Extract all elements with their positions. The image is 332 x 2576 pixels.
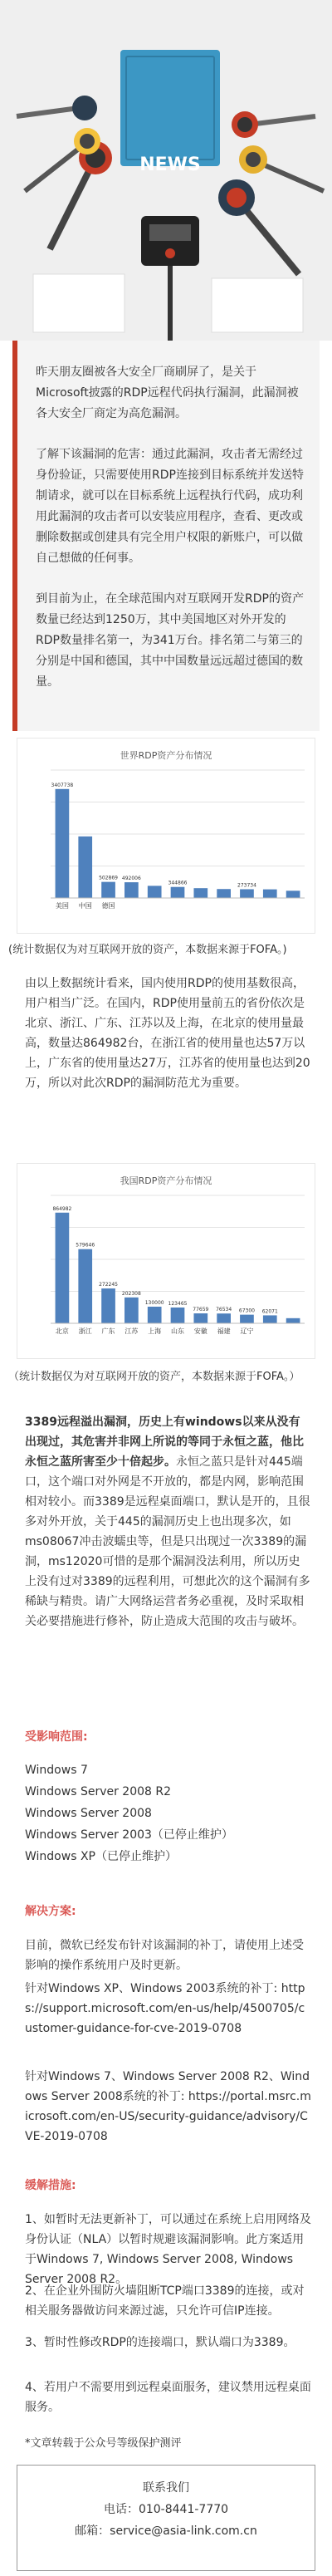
- category-label: 山东: [171, 1327, 184, 1335]
- data-label: 67300: [238, 1308, 256, 1314]
- solution-heading: 解决方案:: [25, 1905, 76, 1918]
- mitigation-step-4: 4、若用户不需要用到远程桌面服务，建议禁用远程桌面服务。: [25, 2381, 311, 2414]
- bar: [240, 889, 254, 898]
- list-item: Windows Server 2008 R2: [25, 1785, 172, 1798]
- data-label: 492006: [121, 876, 141, 882]
- category-label: 美国: [55, 902, 69, 910]
- china-rdp-chart-svg: [17, 1164, 315, 1358]
- china-rdp-chart: [17, 1163, 315, 1359]
- intro-paragraph-1: 昨天朋友圈被各大安全厂商刷屏了，是关于Microsoft披露的RDP远程代码执行漏洞，此漏洞被各大安全厂商定为高危漏洞。: [36, 366, 299, 420]
- data-label: 502869: [99, 875, 118, 881]
- contact-email[interactable]: 邮箱：service@asia-link.com.cn: [75, 2524, 257, 2538]
- data-source-note-2: （统计数据仅为对互联网开放的资产，本数据来源于FOFA。）: [8, 1371, 300, 1383]
- contact-phone[interactable]: 电话：010-8441-7770: [103, 2503, 229, 2516]
- list-item: Windows XP（已停止维护）: [25, 1850, 177, 1863]
- bar: [217, 1313, 231, 1323]
- category-label: 广东: [101, 1327, 115, 1335]
- world-rdp-chart-svg: [17, 738, 315, 933]
- category-label: 安徽: [193, 1327, 208, 1335]
- bar: [101, 882, 115, 898]
- data-label: 579646: [76, 1242, 95, 1249]
- news-illustration: [0, 0, 332, 341]
- mitigation-heading: 缓解措施:: [25, 2179, 76, 2192]
- list-item: Windows 7: [25, 1764, 88, 1777]
- bar: [286, 1318, 300, 1323]
- data-label: 62071: [261, 1308, 278, 1315]
- mitigation-step-2: 2、在企业外围防火墙阻断TCP端口3389的连接，或对相关服务器做访问来源过滤，只允许可信IP连接。: [25, 2284, 305, 2318]
- vulnerability-details: 永恒之蓝只是针对445端口，这个端口对外网是不开放的，都是内网，影响范围相对较小。而3389是远程桌面端口，默认是开的，且很多对外开放，关于445的漏洞历史上也出现多次，如ms08067冲击波蠕虫等，但是只出现过一次3389的漏洞，ms12020可惜的是那个漏洞没法利用，所以历史上没有过对3389的远程利用，可想此次的这个漏洞有多稀缺与精贵。请广大网络运营者务必重视，及时采取相关必要措施进行修补，防止造成大范围的攻击与破坏。: [25, 1455, 310, 1628]
- data-label: 76534: [216, 1307, 232, 1313]
- list-item: Windows Server 2003（已停止维护）: [25, 1828, 233, 1842]
- data-source-note-1: (统计数据仅为对互联网开放的资产，本数据来源于FOFA。): [8, 944, 287, 956]
- bar: [148, 886, 162, 898]
- category-label: 北京: [55, 1327, 69, 1335]
- bar: [217, 889, 231, 898]
- contact-box: [17, 2465, 315, 2571]
- chart-title: 世界RDP资产分布情况: [120, 750, 212, 761]
- category-label: 浙江: [78, 1327, 92, 1335]
- bar: [124, 882, 139, 898]
- bar: [101, 1288, 115, 1323]
- solution-paragraph-2[interactable]: 针对Windows XP、Windows 2003系统的补丁: https://support.microsoft.com/en-us/help/4500705/customer-guidance-for-cve-2019-0708: [25, 1982, 305, 2035]
- intro-paragraph-2: 了解下该漏洞的危害：通过此漏洞，攻击者无需经过身份验证，只需要使用RDP连接到目标系统并发送特制请求，就可以在目标系统上远程执行代码，成功利用此漏洞的攻击者可以安装应用程序，查看、更改或删除数据或创建具有完全用户权限的新账户，可以做自己想做的任何事。: [36, 448, 304, 565]
- data-label: 202308: [121, 1290, 141, 1297]
- bar: [193, 888, 208, 898]
- bar: [124, 1298, 139, 1323]
- news-sign-text: NEWS: [139, 155, 201, 175]
- bar: [240, 1315, 254, 1323]
- source-footnote: *文章转载于公众号等级保护测评: [25, 2437, 182, 2450]
- category-label: 江苏: [124, 1327, 139, 1335]
- data-label: 3407738: [51, 782, 74, 788]
- list-item: Windows Server 2008: [25, 1807, 152, 1820]
- bar: [171, 887, 185, 898]
- news-sign-icon: [120, 50, 220, 175]
- data-label: 344866: [168, 880, 188, 886]
- vulnerability-analysis-paragraph: [25, 1412, 311, 1631]
- chart-title: 我国RDP资产分布情况: [120, 1175, 212, 1186]
- world-rdp-chart: [17, 738, 315, 934]
- category-label: 德国: [101, 902, 115, 910]
- data-label: 130000: [144, 1299, 164, 1306]
- category-label: 中国: [78, 902, 92, 910]
- bar: [148, 1307, 162, 1323]
- intro-box: [12, 341, 320, 731]
- solution-paragraph-1: 目前，微软已经发布针对该漏洞的补丁，请使用上述受影响的操作系统用户及时更新。: [25, 1939, 304, 1972]
- data-label: 77659: [193, 1307, 209, 1313]
- affected-heading: 受影响范围:: [25, 1730, 88, 1744]
- bar: [56, 1213, 70, 1323]
- category-label: 福建: [217, 1327, 231, 1335]
- intro-paragraph-3: 到目前为止，在全球范围内对互联网开发RDP的资产数量已经达到1250万，其中美国地区对外开发的RDP数量排名第一，为341万台。排名第二与第三的分别是中国和德国，其中中国数量远远超过德国的数量。: [36, 592, 304, 689]
- contact-title: 联系我们: [143, 2481, 189, 2495]
- category-label: 辽宁: [240, 1327, 254, 1335]
- bar: [171, 1308, 185, 1323]
- vulnerability-emphasis: 3389远程溢出漏洞，历史上有windows以来从没有出现过，其危害并非网上所说的等同于永恒之蓝，他比永恒之蓝所害至少十倍起步。: [25, 1416, 304, 1469]
- affected-list: [25, 1759, 311, 1867]
- mitigation-step-3: 3、暂时性修改RDP的连接端口，默认端口为3389。: [25, 2336, 295, 2349]
- bar: [263, 890, 277, 898]
- china-usage-paragraph: 由以上数据统计看来，国内使用RDP的使用基数很高，用户相当广泛。在国内，RDP使用量前五的省份依次是北京、浙江、广东、江苏以及上海，在北京的使用量最高，数量达864982台，在浙江省的使用量也达57万以上，广东省的使用量达27万，江苏省的使用量也达到20万，所以对此次RDP的漏洞防范尤为重要。: [25, 977, 310, 1090]
- mitigation-step-1: 1、如暂时无法更新补丁，可以通过在系统上启用网络及身份认证（NLA）以暂时规避该漏洞影响。此方案适用于Windows 7, Windows Server 2008, Windows Server 2008 R2。: [25, 2213, 311, 2286]
- bar: [56, 789, 70, 898]
- bar: [286, 891, 300, 898]
- news-hero-image: [0, 0, 332, 341]
- bar: [78, 837, 92, 898]
- data-label: 272245: [99, 1282, 118, 1288]
- bar: [193, 1313, 208, 1323]
- bar: [78, 1249, 92, 1323]
- solution-paragraph-3[interactable]: 针对Windows 7、Windows Server 2008 R2、Windows Server 2008系统的补丁: https://portal.msrc.microsoft.com/en-US/security-guidance/advisory/CVE-2019-0708: [25, 2070, 311, 2143]
- data-label: 864982: [52, 1205, 72, 1212]
- category-label: 上海: [148, 1327, 162, 1335]
- bar: [263, 1315, 277, 1323]
- data-label: 123465: [168, 1300, 188, 1307]
- data-label: 273734: [237, 882, 256, 889]
